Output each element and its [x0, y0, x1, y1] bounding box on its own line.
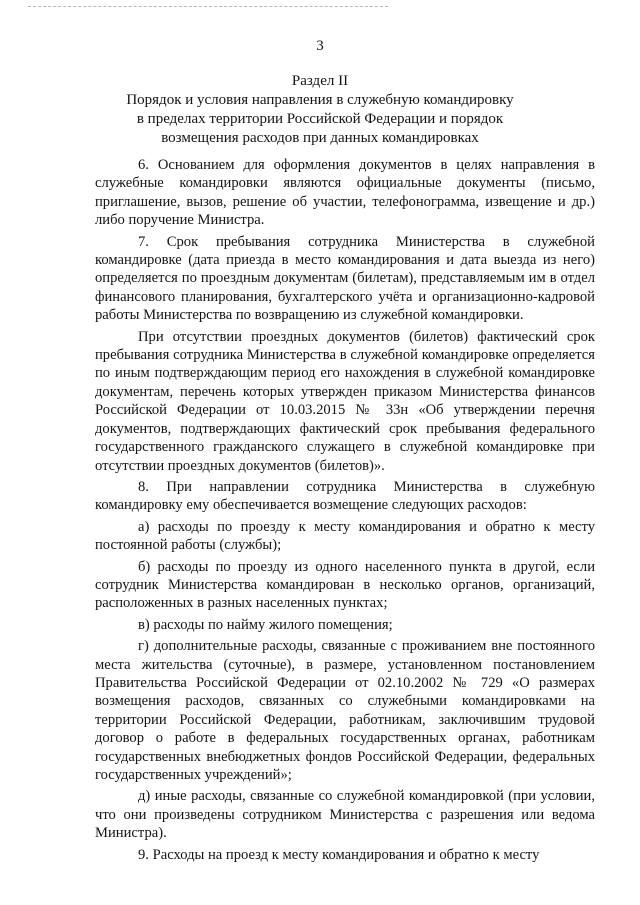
section-heading — [0, 72, 640, 148]
paragraph-7: 7. Срок пребывания сотрудника Министерства в служебной командировке (дата приезда в место командирования и дата выезда из него) определяется по проездным документам (билетам), представляемым им в отдел финансового планирования, бухгалтерского учёта и организационно-кадровой работы Министерства по возвращению из служебной командировки. — [95, 233, 595, 324]
list-item-a: а) расходы по проезду к месту командирования и обратно к месту постоянной работы (службы); — [95, 518, 595, 554]
document-body — [95, 156, 595, 867]
section-title-line: Порядок и условия направления в служебную командировку — [126, 92, 514, 108]
section-label: Раздел II — [291, 73, 349, 89]
paragraph-9: 9. Расходы на проезд к месту командирования и обратно к месту — [138, 846, 540, 863]
list-item-v: в) расходы по найму жилого помещения; — [138, 616, 393, 633]
list-item-g: г) дополнительные расходы, связанные с проживанием вне постоянного места жительства (суточные), в размере, установленном постановлением Правительства Российской Федерации от 02.10.2002 № 729 «О размерах возмещения расходов, связанных со служебными командировками на территории Российской Федерации, работникам, заключившим трудовой договор о работе в федеральных государственных органах, работникам государственных внебюджетных фондов Российской Федерации, федеральных государственных учреждений»; — [95, 638, 595, 783]
paragraph-7-continued: При отсутствии проездных документов (билетов) фактический срок пребывания сотрудника Министерства в служебной командировке определяется по иным подтверждающим период его нахождения в служебной командировке документам, перечень которых утвержден приказом Министерства финансов Российской Федерации от 10.03.2015 № 33н «Об утверждении перечня документов, подтверждающих фактический срок пребывания федерального государственного гражданского служащего в служебной командировке при отсутствии проездных документов (билетов)». — [95, 328, 595, 474]
section-title-line: в пределах территории Российской Федерации и порядок — [136, 111, 504, 127]
paragraph-6: 6. Основанием для оформления документов в целях направления в служебные командировки являются официальные документы (письмо, приглашение, вызов, решение об участии, телефонограмма, извещение и др.) либо поручение Министра. — [95, 157, 595, 229]
section-title-line: возмещения расходов при данных командировках — [161, 130, 479, 146]
list-item-d: д) иные расходы, связанные со служебной командировкой (при условии, что они произведены сотрудником Министерства с разрешения или ведома Министра). — [95, 788, 595, 842]
list-item-b: б) расходы по проезду из одного населенного пункта в другой, если сотрудник Министерства командирован в несколько органов, организаций, расположенных в разных населенных пунктах; — [95, 558, 595, 612]
paragraph-8: 8. При направлении сотрудника Министерства в служебную командировку ему обеспечивается возмещение следующих расходов: — [95, 478, 595, 514]
page-number: 3 — [316, 38, 324, 54]
scan-edge-artifact — [28, 6, 388, 8]
